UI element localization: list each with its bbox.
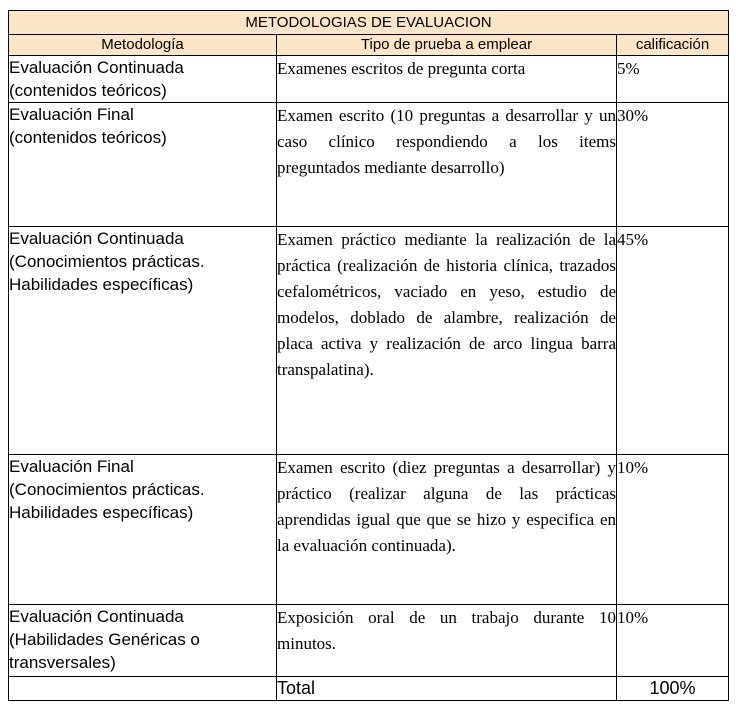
- score-cell: 10%: [617, 455, 729, 605]
- method-line: Habilidades específicas): [9, 275, 194, 294]
- score-cell: 30%: [617, 103, 729, 227]
- method-line: Evaluación Continuada: [9, 58, 184, 77]
- score-cell: 5%: [617, 56, 729, 103]
- method-line: Evaluación Continuada: [9, 229, 184, 248]
- method-cell: [9, 227, 277, 455]
- total-value: 100%: [617, 677, 729, 701]
- test-cell: Examen práctico mediante la realización de la práctica (realización de historia clínica, trazados cefalométricos, vaciado en yeso, estudio de modelos, doblado de alambre, realización de placa activa y realización de arco lingua barra transpalatina).: [277, 227, 617, 455]
- table-row: [9, 455, 729, 605]
- method-line: Evaluación Final: [9, 105, 134, 124]
- evaluation-table: [8, 10, 729, 701]
- method-cell: [9, 605, 277, 677]
- method-line: Evaluación Continuada: [9, 607, 184, 626]
- table-row: [9, 103, 729, 227]
- test-cell: Examen escrito (10 preguntas a desarrollar y un caso clínico respondiendo a los items preguntados mediante desarrollo): [277, 103, 617, 227]
- method-line: Habilidades específicas): [9, 503, 194, 522]
- method-line: Evaluación Final: [9, 457, 134, 476]
- total-empty-cell: [9, 677, 277, 701]
- method-cell: [9, 103, 277, 227]
- method-line: (Conocimientos prácticas.: [9, 252, 205, 271]
- table-title: METODOLOGIAS DE EVALUACION: [9, 11, 729, 35]
- total-row: [9, 677, 729, 701]
- method-line: (contenidos teóricos): [9, 128, 167, 147]
- method-line: (contenidos teóricos): [9, 81, 167, 100]
- method-cell: [9, 56, 277, 103]
- method-line: (Habilidades Genéricas o: [9, 630, 200, 649]
- header-row: [9, 35, 729, 56]
- method-line: (Conocimientos prácticas.: [9, 480, 205, 499]
- score-cell: 10%: [617, 605, 729, 677]
- header-score: calificación: [617, 35, 729, 56]
- header-test-type: Tipo de prueba a emplear: [277, 35, 617, 56]
- test-cell: Exposición oral de un trabajo durante 10 minutos.: [277, 605, 617, 677]
- table-row: [9, 227, 729, 455]
- total-label: Total: [277, 677, 617, 701]
- method-cell: [9, 455, 277, 605]
- table-row: [9, 605, 729, 677]
- score-cell: 45%: [617, 227, 729, 455]
- title-row: [9, 11, 729, 35]
- test-cell: Examen escrito (diez preguntas a desarrollar) y práctico (realizar alguna de las prácticas aprendidas igual que que se hizo y especifica en la evaluación continuada).: [277, 455, 617, 605]
- table-row: [9, 56, 729, 103]
- header-methodology: Metodología: [9, 35, 277, 56]
- method-line: transversales): [9, 653, 116, 672]
- test-cell: Examenes escritos de pregunta corta: [277, 56, 617, 103]
